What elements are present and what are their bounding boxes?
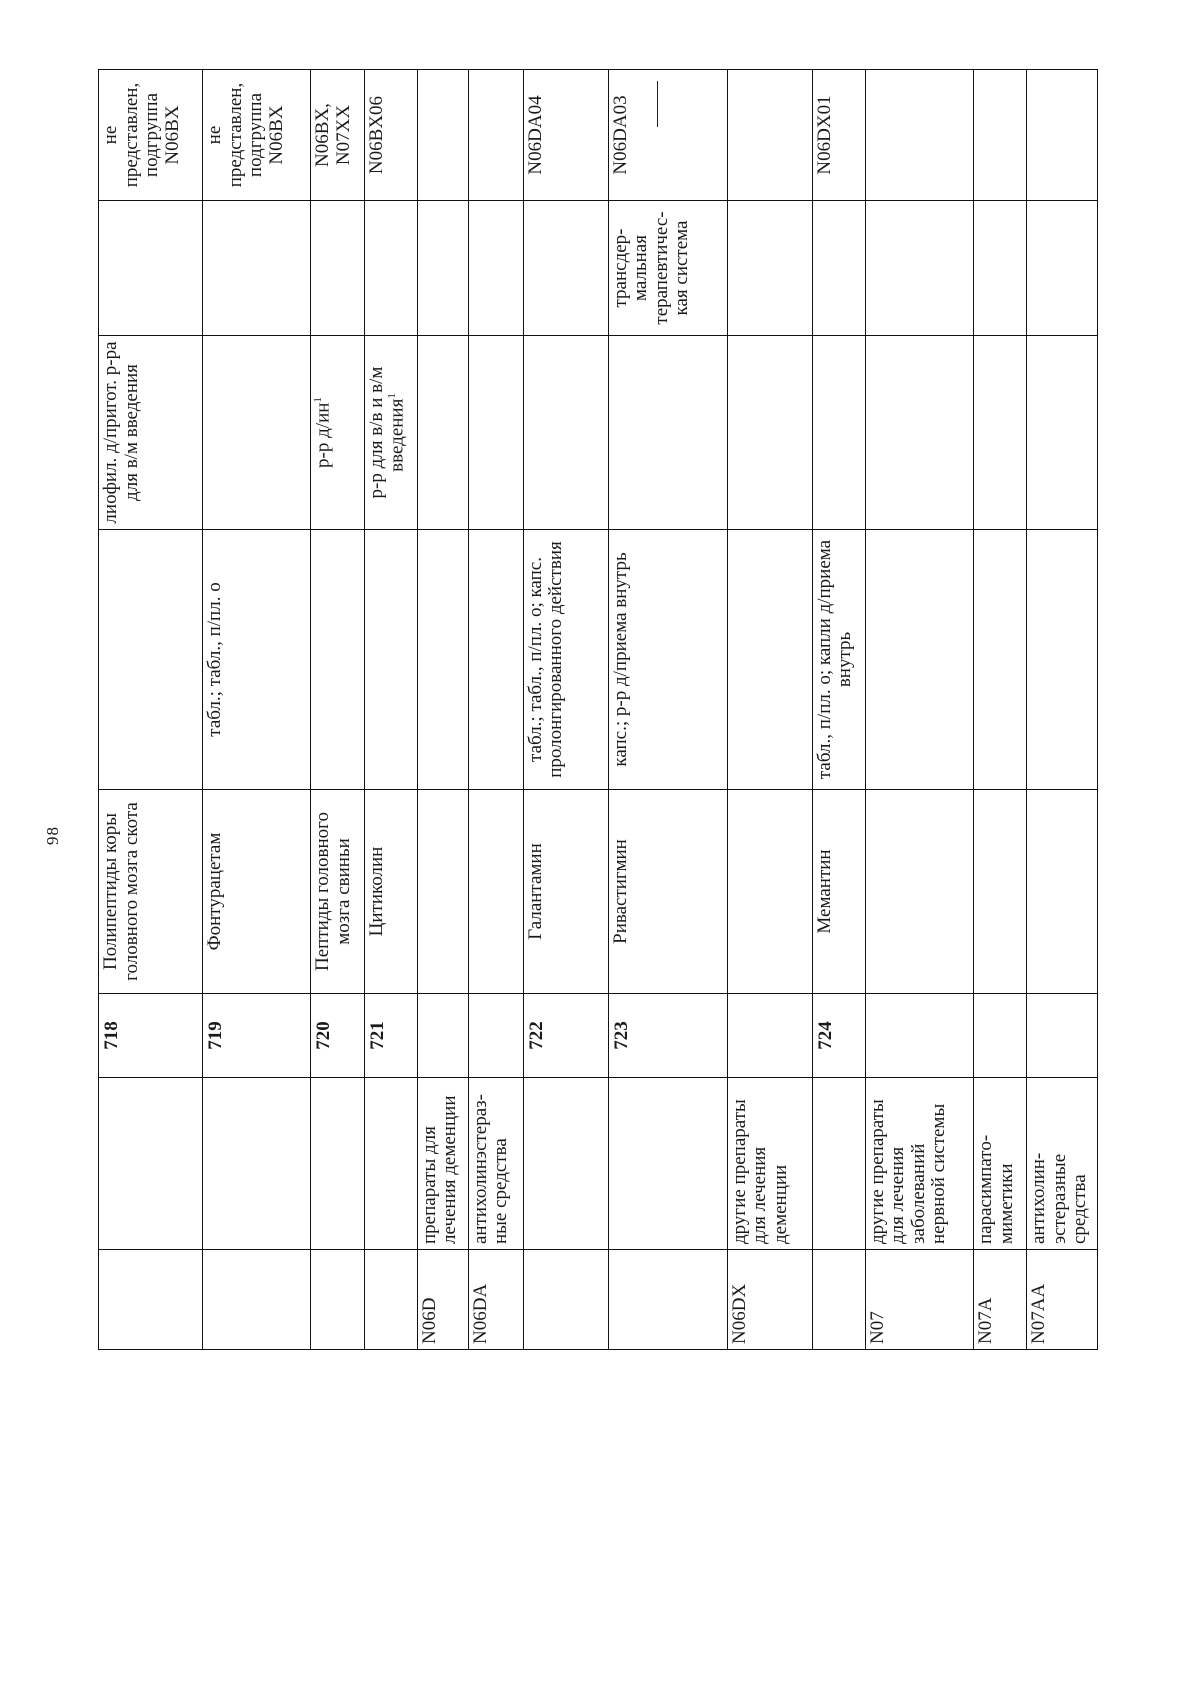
table-row (311, 70, 364, 1350)
row-number-cell (865, 994, 973, 1078)
row-number-cell (523, 994, 608, 1078)
other-form-cell (523, 201, 608, 336)
atc-group-name-text: другие препараты для лечения заболеваний нервной системы (866, 1099, 950, 1244)
atc-note-cell (812, 70, 865, 201)
injection-form-cell (974, 336, 1027, 530)
other-form-cell (812, 201, 865, 336)
other-form-cell (417, 201, 468, 336)
atc-group-name-cell (865, 1078, 973, 1250)
row-number-text: 721 (366, 1021, 388, 1050)
row-number-cell (974, 994, 1027, 1078)
atc-group-name-text: препараты для лечения деменции (418, 1095, 461, 1244)
row-number-cell (417, 994, 468, 1078)
atc-code-text: N07A (975, 1297, 997, 1344)
row-number-cell (468, 994, 523, 1078)
atc-note-cell (974, 70, 1027, 201)
dosage-form-cell (311, 530, 364, 790)
drug-name-cell (1027, 790, 1098, 994)
atc-group-name-text: парасимпато-миметики (975, 1134, 1017, 1244)
injection-form-cell (812, 336, 865, 530)
drug-table-sheet (98, 70, 1098, 1350)
injection-form-cell (608, 336, 727, 530)
table-row (727, 70, 812, 1350)
atc-code-text: N06D (418, 1297, 440, 1344)
drug-name-cell (99, 790, 203, 994)
atc-code-cell (468, 1250, 523, 1350)
drug-table-body (99, 70, 1098, 1350)
injection-form-cell (1027, 336, 1098, 530)
drug-name-cell (364, 790, 417, 994)
table-row (974, 70, 1027, 1350)
page-number: 98 (43, 826, 62, 845)
atc-group-name-cell (99, 1078, 203, 1250)
drug-name-text: Цитиколин (365, 846, 387, 937)
dosage-form-text: капс.; р-р д/приема внутрь (609, 552, 631, 767)
other-form-cell (468, 201, 523, 336)
injection-form-cell (99, 336, 203, 530)
drug-name-text: Пептиды головного мозга свиньи (312, 812, 354, 971)
drug-name-cell (523, 790, 608, 994)
other-form-cell (1027, 201, 1098, 336)
atc-note-text: N06DA03 (609, 95, 631, 175)
other-form-cell (865, 201, 973, 336)
drug-name-cell (203, 790, 311, 994)
row-number-text: 718 (101, 1021, 122, 1050)
other-form-cell (99, 201, 203, 336)
drug-name-cell (311, 790, 364, 994)
row-number-cell (99, 994, 203, 1078)
atc-note-cell (417, 70, 468, 201)
drug-name-text: Галантамин (524, 843, 546, 940)
dosage-form-cell (468, 530, 523, 790)
atc-note-cell (468, 70, 523, 201)
row-number-cell (1027, 994, 1098, 1078)
row-number-cell (364, 994, 417, 1078)
atc-code-cell (203, 1250, 311, 1350)
row-number-cell (608, 994, 727, 1078)
atc-note-text: не представлен, подгруппа N06BX (204, 82, 287, 188)
atc-note-cell (99, 70, 203, 201)
dosage-form-cell (974, 530, 1027, 790)
injection-form-cell (523, 336, 608, 530)
row-number-text: 719 (205, 1021, 227, 1050)
drug-name-cell (727, 790, 812, 994)
atc-code-text: N07AA (1028, 1283, 1050, 1344)
atc-note-text: N06DX01 (813, 95, 835, 175)
injection-form-cell (727, 336, 812, 530)
table-row (608, 70, 727, 1350)
dosage-form-cell (812, 530, 865, 790)
row-number-text: 724 (814, 1021, 836, 1050)
atc-code-cell (99, 1250, 203, 1350)
atc-group-name-cell (974, 1078, 1027, 1250)
drug-name-cell (417, 790, 468, 994)
atc-group-name-text: антихолинэстераз-ные средства (469, 1093, 512, 1244)
atc-code-cell (865, 1250, 973, 1350)
drug-table (98, 69, 1098, 1350)
atc-group-name-text: антихолин-эстеразные средства (1028, 1152, 1091, 1244)
dosage-form-cell (608, 530, 727, 790)
drug-name-text: Ривастигмин (609, 839, 631, 944)
dosage-form-text: табл.; табл., п/пл. о; капс. пролонгированного действия (524, 541, 567, 778)
injection-form-cell (311, 336, 364, 530)
dosage-form-cell (727, 530, 812, 790)
atc-note-cell (1027, 70, 1098, 201)
table-row (99, 70, 203, 1350)
injection-form-cell (865, 336, 973, 530)
drug-name-cell (865, 790, 973, 994)
atc-note-cell (727, 70, 812, 201)
atc-code-cell (311, 1250, 364, 1350)
table-row (1027, 70, 1098, 1350)
injection-form-text: р-р для в/в и в/м введения (365, 366, 408, 499)
drug-name-cell (608, 790, 727, 994)
atc-group-name-cell (523, 1078, 608, 1250)
injection-form-text: лиофил. д/пригот. р-ра для в/м введения (100, 341, 142, 524)
table-row (417, 70, 468, 1350)
drug-name-cell (812, 790, 865, 994)
atc-note-text: не представлен, подгруппа N06BX (100, 82, 183, 188)
dash-line (657, 81, 658, 127)
atc-code-cell (1027, 1250, 1098, 1350)
table-row (812, 70, 865, 1350)
dosage-form-cell (364, 530, 417, 790)
table-row (865, 70, 973, 1350)
atc-code-text: N06DX (728, 1283, 750, 1344)
other-form-cell (974, 201, 1027, 336)
atc-note-cell (523, 70, 608, 201)
atc-note-cell (203, 70, 311, 201)
row-number-text: 723 (610, 1021, 632, 1050)
dosage-form-cell (99, 530, 203, 790)
atc-group-name-cell (203, 1078, 311, 1250)
atc-group-name-text: другие препараты для лечения деменции (728, 1099, 791, 1244)
atc-code-cell (364, 1250, 417, 1350)
injection-form-text: р-р д/ин (312, 402, 334, 468)
dosage-form-text: табл.; табл., п/пл. о (204, 582, 226, 737)
drug-name-cell (974, 790, 1027, 994)
row-number-cell (727, 994, 812, 1078)
dosage-form-cell (523, 530, 608, 790)
atc-group-name-cell (417, 1078, 468, 1250)
row-number-text: 722 (525, 1021, 547, 1050)
atc-code-cell (974, 1250, 1027, 1350)
atc-code-cell (608, 1250, 727, 1350)
atc-group-name-cell (812, 1078, 865, 1250)
row-number-text: 720 (313, 1021, 335, 1050)
atc-group-name-cell (727, 1078, 812, 1250)
row-number-cell (311, 994, 364, 1078)
atc-group-name-cell (364, 1078, 417, 1250)
other-form-cell (608, 201, 727, 336)
footnote-marker: 1 (386, 393, 399, 399)
atc-note-text: N06BX06 (365, 95, 387, 175)
table-row (203, 70, 311, 1350)
dosage-form-text: табл., п/пл. о; капли д/приема внутрь (813, 539, 856, 780)
other-form-cell (203, 201, 311, 336)
drug-name-cell (468, 790, 523, 994)
row-number-cell (812, 994, 865, 1078)
other-form-cell (311, 201, 364, 336)
injection-form-cell (203, 336, 311, 530)
table-row (523, 70, 608, 1350)
atc-code-cell (812, 1250, 865, 1350)
atc-note-cell (865, 70, 973, 201)
atc-group-name-cell (311, 1078, 364, 1250)
footnote-marker: 1 (312, 397, 325, 403)
injection-form-cell (417, 336, 468, 530)
atc-note-text: N06DA04 (524, 95, 546, 175)
dosage-form-cell (1027, 530, 1098, 790)
table-row (364, 70, 417, 1350)
injection-form-cell (468, 336, 523, 530)
drug-name-text: Фонтурацетам (204, 832, 226, 951)
other-form-cell (727, 201, 812, 336)
atc-note-cell (311, 70, 364, 201)
atc-code-cell (727, 1250, 812, 1350)
drug-name-text: Мемантин (813, 849, 835, 934)
row-number-cell (203, 994, 311, 1078)
atc-note-text: N06BX, N07XX (312, 103, 354, 167)
atc-code-text: N06DA (469, 1283, 491, 1344)
atc-code-cell (523, 1250, 608, 1350)
atc-code-cell (417, 1250, 468, 1350)
atc-note-cell (364, 70, 417, 201)
other-form-cell (364, 201, 417, 336)
atc-code-text: N07 (866, 1311, 888, 1344)
dosage-form-cell (417, 530, 468, 790)
atc-group-name-cell (608, 1078, 727, 1250)
other-form-text: трансдер-мальная терапевтичес-кая система (609, 211, 693, 325)
atc-note-cell (608, 70, 727, 201)
dosage-form-cell (203, 530, 311, 790)
table-row (468, 70, 523, 1350)
drug-name-text: Полипептиды коры головного мозга скота (100, 802, 142, 981)
injection-form-cell (364, 336, 417, 530)
atc-group-name-cell (468, 1078, 523, 1250)
atc-group-name-cell (1027, 1078, 1098, 1250)
dosage-form-cell (865, 530, 973, 790)
